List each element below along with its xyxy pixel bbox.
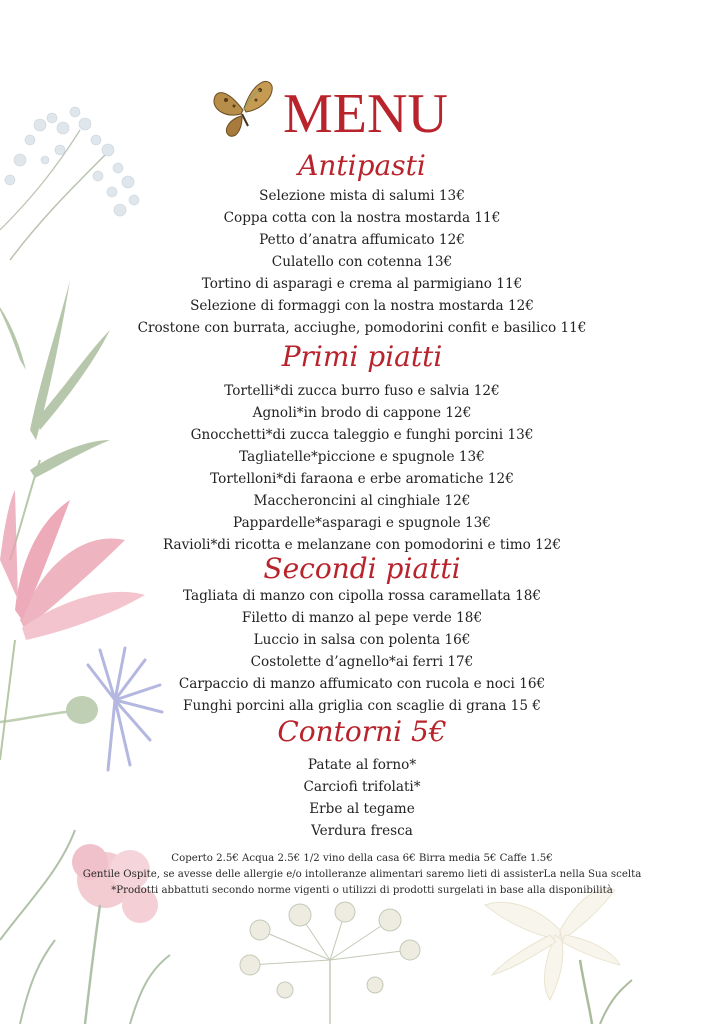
cover-charge-note: Coperto 2.5€ Acqua 2.5€ 1/2 vino della casa 6€ Birra media 5€ Caffe 1.5€: [171, 853, 553, 864]
section-title-secondi: Secondi piatti: [263, 552, 461, 585]
list-item: Petto d’anatra affumicato 12€: [259, 232, 465, 248]
list-item: Selezione mista di salumi 13€: [259, 188, 465, 204]
butterfly-icon: [208, 70, 278, 142]
secondi-list: [0, 585, 724, 717]
antipasti-list: [0, 185, 724, 339]
list-item: Crostone con burrata, acciughe, pomodorini confit e basilico 11€: [137, 320, 587, 336]
page-title: MENU: [283, 83, 448, 145]
list-item: Luccio in salsa con polenta 16€: [253, 632, 471, 648]
list-item: Patate al forno*: [307, 757, 417, 773]
list-item: Tagliatelle*piccione e spugnole 13€: [239, 449, 485, 465]
contorni-list: [0, 754, 724, 842]
section-title-antipasti: Antipasti: [298, 149, 426, 182]
footer-notes: [0, 851, 724, 899]
list-item: Pappardelle*asparagi e spugnole 13€: [233, 515, 491, 531]
list-item: Maccheroncini al cinghiale 12€: [253, 493, 471, 509]
list-item: Filetto di manzo al pepe verde 18€: [241, 610, 483, 626]
list-item: Carpaccio di manzo affumicato con rucola e noci 16€: [178, 676, 546, 692]
white-lily-flower: [485, 889, 632, 1024]
list-item: Erbe al tegame: [309, 801, 415, 817]
list-item: Funghi porcini alla griglia con scaglie di grana 15 €: [183, 698, 541, 714]
allergy-note: Gentile Ospite, se avesse delle allergie e/o intolleranze alimentari saremo lieti di assisterLa nella Sua scelta: [82, 869, 642, 880]
list-item: Tortelli*di zucca burro fuso e salvia 12€: [224, 383, 500, 399]
primi-list: [0, 380, 724, 556]
menu-header: [0, 78, 724, 148]
list-item: Carciofi trifolati*: [303, 779, 421, 795]
frozen-products-note: *Prodotti abbattuti secondo norme vigenti o utilizzi di prodotti surgelati in base alla disponibilità: [111, 885, 613, 896]
list-item: Gnocchetti*di zucca taleggio e funghi porcini 13€: [190, 427, 534, 443]
list-item: Tortino di asparagi e crema al parmigiano 11€: [201, 276, 523, 292]
list-item: Tagliata di manzo con cipolla rossa caramellata 18€: [182, 588, 542, 604]
list-item: Selezione di formaggi con la nostra mostarda 12€: [190, 298, 534, 314]
list-item: Coppa cotta con la nostra mostarda 11€: [223, 210, 501, 226]
section-title-contorni: Contorni 5€: [277, 715, 447, 748]
list-item: Costolette d’agnello*ai ferri 17€: [250, 654, 474, 670]
list-item: Verdura fresca: [311, 823, 413, 839]
list-item: Agnoli*in brodo di cappone 12€: [252, 405, 472, 421]
list-item: Culatello con cotenna 13€: [271, 254, 453, 270]
list-item: Ravioli*di ricotta e melanzane con pomodorini e timo 12€: [162, 537, 562, 553]
list-item: Tortelloni*di faraona e erbe aromatiche 12€: [210, 471, 514, 487]
queen-annes-lace: [240, 902, 420, 1024]
section-title-primi: Primi piatti: [281, 340, 443, 373]
